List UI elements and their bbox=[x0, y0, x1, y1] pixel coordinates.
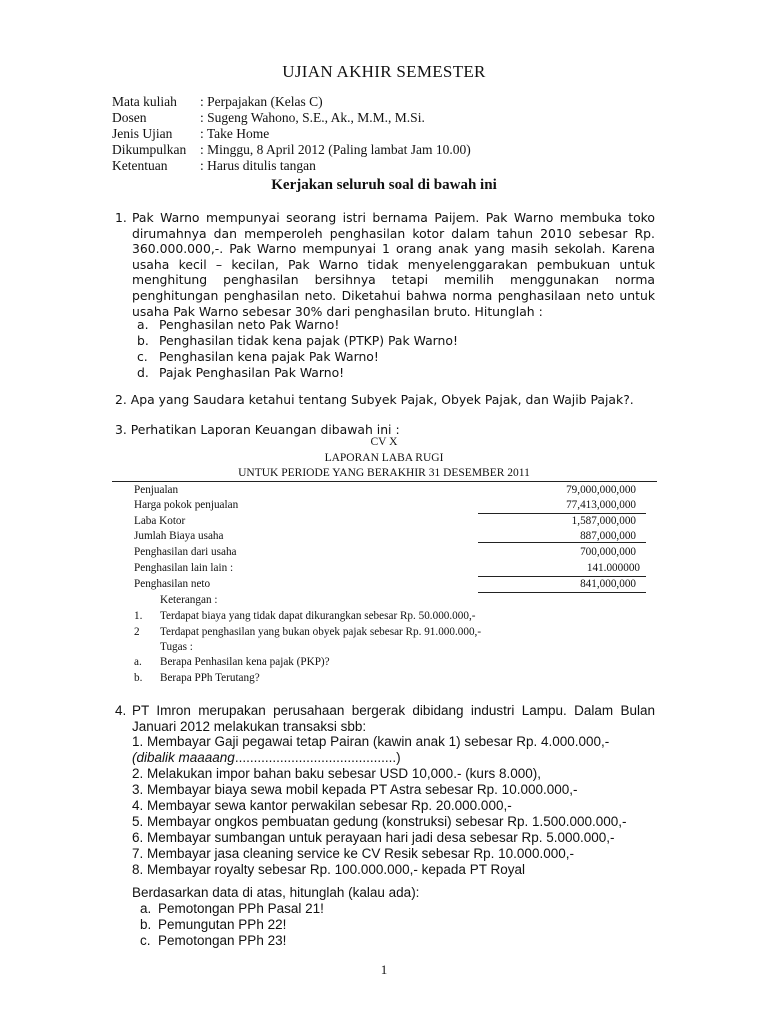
table-row-value: 77,413,000,000 bbox=[566, 499, 636, 511]
report-period: UNTUK PERIODE YANG BERAKHIR 31 DESEMBER 2011 bbox=[238, 467, 530, 479]
header-value: : Perpajakan (Kelas C) bbox=[200, 94, 323, 109]
item-letter: d. bbox=[137, 365, 149, 380]
table-row-value: 700,000,000 bbox=[580, 546, 636, 558]
header-label: Dosen bbox=[112, 110, 147, 125]
item-text: Penghasilan tidak kena pajak (PTKP) Pak Warno! bbox=[159, 333, 458, 348]
item-letter: a. bbox=[140, 901, 152, 916]
subtotal-rule bbox=[478, 542, 646, 543]
table-top-rule bbox=[112, 481, 657, 482]
header-label: Ketentuan bbox=[112, 158, 168, 173]
item-letter: c. bbox=[140, 933, 151, 948]
subtotal-rule bbox=[478, 576, 646, 577]
q2-text: 2. Apa yang Saudara ketahui tentang Subyek Pajak, Obyek Pajak, dan Wajib Pajak?. bbox=[115, 392, 634, 407]
q4-transaction: 3. Membayar biaya sewa mobil kepada PT Astra sebesar Rp. 10.000.000,- bbox=[132, 782, 578, 797]
header-label: Dikumpulkan bbox=[112, 142, 187, 157]
task-text: Berapa PPh Terutang? bbox=[160, 672, 260, 684]
item-text: Pemotongan PPh 23! bbox=[158, 933, 287, 948]
note-text: Terdapat biaya yang tidak dapat dikurangkan sebesar Rp. 50.000.000,- bbox=[160, 610, 476, 622]
note-number: 1. bbox=[134, 610, 143, 622]
header-label: Mata kuliah bbox=[112, 94, 177, 109]
table-row-value: 887,000,000 bbox=[580, 530, 636, 542]
q4-transaction: 5. Membayar ongkos pembuatan gedung (konstruksi) sebesar Rp. 1.500.000.000,- bbox=[132, 814, 627, 829]
tasks-title: Tugas : bbox=[160, 641, 193, 653]
table-row-label: Penghasilan dari usaha bbox=[134, 546, 237, 558]
notes-title: Keterangan : bbox=[160, 594, 218, 606]
table-row-label: Laba Kotor bbox=[134, 515, 186, 527]
item-letter: b. bbox=[137, 333, 149, 348]
q1-item bbox=[137, 333, 458, 349]
header-value: : Take Home bbox=[200, 126, 270, 141]
table-row-value: 79,000,000,000 bbox=[566, 484, 636, 496]
page-title: UJIAN AKHIR SEMESTER bbox=[282, 62, 486, 81]
company-name: CV X bbox=[370, 436, 398, 448]
table-row-value: 841,000,000 bbox=[580, 578, 636, 590]
header-rules bbox=[112, 158, 316, 174]
item-text: Penghasilan neto Pak Warno! bbox=[159, 317, 340, 332]
q1-number: 1. bbox=[115, 210, 127, 225]
table-row-label: Harga pokok penjualan bbox=[134, 499, 239, 511]
q1-item bbox=[137, 317, 339, 333]
q4-calc-intro: Berdasarkan data di atas, hitunglah (kalau ada): bbox=[132, 885, 420, 900]
q1-item bbox=[137, 365, 344, 381]
table-row-label: Penghasilan lain lain : bbox=[134, 562, 234, 574]
table-row-label: Penjualan bbox=[134, 484, 179, 496]
header-label: Jenis Ujian bbox=[112, 126, 173, 141]
q4-intro: PT Imron merupakan perusahaan bergerak dibidang industri Lampu. Dalam Bulan Januari 2012 melakukan transaksi sbb: bbox=[132, 703, 655, 734]
subtotal-rule bbox=[478, 513, 646, 514]
q4-note-dots: ...........................................) bbox=[234, 750, 401, 765]
q4-transaction: 1. Membayar Gaji pegawai tetap Pairan (kawin anak 1) sebesar Rp. 4.000.000,- bbox=[132, 734, 610, 749]
table-row-label: Jumlah Biaya usaha bbox=[134, 530, 224, 542]
q4-transaction: 7. Membayar jasa cleaning service ke CV Resik sebesar Rp. 10.000.000,- bbox=[132, 846, 574, 861]
item-letter: c. bbox=[137, 349, 148, 364]
header-value: : Sugeng Wahono, S.E., Ak., M.M., M.Si. bbox=[200, 110, 425, 125]
q4-transaction: 8. Membayar royalty sebesar Rp. 100.000.000,- kepada PT Royal bbox=[132, 862, 525, 877]
note-text: Terdapat penghasilan yang bukan obyek pajak sebesar Rp. 91.000.000,- bbox=[160, 626, 482, 638]
instruction-heading: Kerjakan seluruh soal di bawah ini bbox=[271, 177, 497, 193]
note-number: 2 bbox=[134, 626, 140, 638]
q4-transaction: 4. Membayar sewa kantor perwakilan sebesar Rp. 20.000.000,- bbox=[132, 798, 512, 813]
header-due bbox=[112, 142, 471, 158]
header-exam-type bbox=[112, 126, 269, 142]
q4-transaction: 2. Melakukan impor bahan baku sebesar USD 10,000.- (kurs 8.000), bbox=[132, 766, 541, 781]
item-text: Penghasilan kena pajak Pak Warno! bbox=[159, 349, 379, 364]
header-lecturer bbox=[112, 110, 425, 126]
item-text: Pajak Penghasilan Pak Warno! bbox=[159, 365, 345, 380]
header-value: : Harus ditulis tangan bbox=[200, 158, 316, 173]
task-text: Berapa Penhasilan kena pajak (PKP)? bbox=[160, 656, 330, 668]
table-row-label: Penghasilan neto bbox=[134, 578, 211, 590]
q4-item bbox=[140, 901, 324, 917]
header-value: : Minggu, 8 April 2012 (Paling lambat Jam 10.00) bbox=[200, 142, 471, 157]
q4-note-text: (dibalik maaaang bbox=[132, 750, 235, 765]
q1-text: Pak Warno mempunyai seorang istri bernama Paijem. Pak Warno membuka toko dirumahnya dan memperoleh penghasilan kotor dalam tahun 2010 sebesar Rp. 360.000.000,-. Pak Warno mempunyai 1 orang anak yang masih sekolah. Karena usaha kecil – kecilan, Pak Warno tidak menyelenggarakan pembukuan untuk menghitung penghasilan bersihnya tetapi memilih menggunakan norma penghitungan penghasilan neto. Diketahui bahwa norma penghasilaan neto untuk usaha Pak Warno sebesar 30% dari penghasilan bruto. Hitunglah : bbox=[132, 210, 655, 319]
q4-item bbox=[140, 917, 286, 933]
total-rule bbox=[478, 592, 646, 593]
table-row-value: 141.000000 bbox=[586, 562, 640, 574]
report-title: LAPORAN LABA RUGI bbox=[324, 452, 444, 464]
item-letter: a. bbox=[137, 317, 149, 332]
header-course bbox=[112, 94, 323, 110]
q3-intro: 3. Perhatikan Laporan Keuangan dibawah ini : bbox=[115, 422, 400, 437]
q1-item bbox=[137, 349, 379, 365]
table-row-value: 1,587,000,000 bbox=[571, 515, 636, 527]
task-letter: b. bbox=[134, 672, 143, 684]
item-letter: b. bbox=[140, 917, 152, 932]
task-letter: a. bbox=[134, 656, 142, 668]
q4-number: 4. bbox=[115, 703, 127, 718]
item-text: Pemotongan PPh Pasal 21! bbox=[158, 901, 324, 916]
page-number: 1 bbox=[380, 962, 388, 977]
q4-note bbox=[132, 750, 401, 766]
q4-transaction: 6. Membayar sumbangan untuk perayaan hari jadi desa sebesar Rp. 5.000.000,- bbox=[132, 830, 615, 845]
q4-item bbox=[140, 933, 286, 949]
item-text: Pemungutan PPh 22! bbox=[158, 917, 287, 932]
